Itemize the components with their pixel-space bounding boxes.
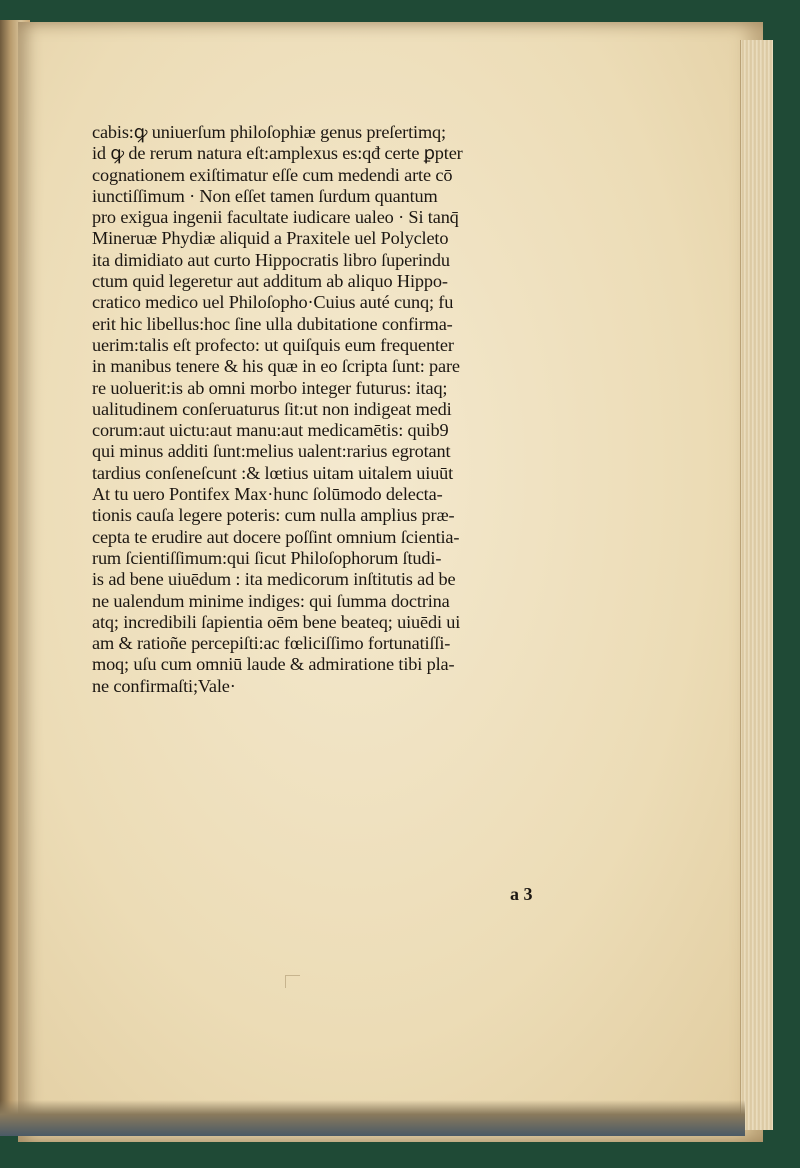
text-line: cratico medico uel Philoſopho·Cuius auté cunq; fu bbox=[92, 292, 454, 313]
text-line: in manibus tenere & his quæ in eo ſcripta ſunt: pare bbox=[92, 356, 460, 377]
text-line: erit hic libellus:hoc ſine ulla dubitatione confirma- bbox=[92, 313, 453, 334]
text-line: tionis cauſa legere poteris: cum nulla amplius præ- bbox=[92, 505, 455, 526]
text-line: atq; incredibili ſapientia oēm bene beateq; uiuēdi ui bbox=[92, 611, 461, 632]
incunabula-text-block bbox=[92, 122, 592, 697]
text-line: ualitudinem conſeruaturus ſit:ut non indigeat medi bbox=[92, 398, 452, 419]
text-line: corum:aut uictu:aut manu:aut medicamētis: quib9 bbox=[92, 420, 449, 441]
text-line: rum ſcientiſſimum:qui ſicut Philoſophorum ſtudi- bbox=[92, 547, 442, 568]
text-line: tardius conſeneſcunt :& lœtius uitam uitalem uiuūt bbox=[92, 462, 454, 483]
text-line: is ad bene uiuēdum : ita medicorum inſtitutis ad be bbox=[92, 569, 456, 590]
text-line: pro exigua ingenii facultate iudicare ualeo · Si tanq̄ bbox=[92, 207, 459, 228]
text-line: cognationem exiſtimatur eſſe cum medendi arte cō bbox=[92, 164, 453, 185]
text-line: qui minus additi ſunt:melius ualent:rarius egrotant bbox=[92, 441, 451, 462]
text-line: ita dimidiato aut curto Hippocratis libro ſuperindu bbox=[92, 249, 450, 270]
text-line: id ꝙ de rerum natura eſt:amplexus es:qđ certe ꝑpter bbox=[92, 143, 463, 164]
text-line: ne confirmaſti;Vale· bbox=[92, 675, 236, 696]
page-bottom-shadow bbox=[0, 1100, 745, 1136]
text-line: am & ratioñe percepiſti:ac fœliciſſimo fortunatiſſi- bbox=[92, 633, 451, 654]
paper-crease bbox=[285, 975, 300, 988]
text-line: re uoluerit:is ab omni morbo integer futurus: itaq; bbox=[92, 377, 448, 398]
page-fore-edge bbox=[740, 40, 773, 1130]
text-line: moq; uſu cum omniū laude & admiratione tibi pla- bbox=[92, 654, 455, 675]
text-line: ctum quid legeretur aut additum ab aliquo Hippo- bbox=[92, 271, 448, 292]
text-line: At tu uero Pontifex Max·hunc ſolūmodo delecta- bbox=[92, 484, 443, 505]
text-line: iunctiſſimum · Non eſſet tamen ſurdum quantum bbox=[92, 185, 438, 206]
signature-mark: a 3 bbox=[510, 884, 533, 904]
text-line: ne ualendum minime indiges: qui ſumma doctrina bbox=[92, 590, 450, 611]
text-line: cepta te erudire aut docere poſſint omnium ſcientia- bbox=[92, 526, 460, 547]
text-line: cabis:ꝙ uniuerſum philoſophiæ genus preſertimq; bbox=[92, 122, 446, 142]
text-line: Mineruæ Phydiæ aliquid a Praxitele uel Polycleto bbox=[92, 228, 449, 249]
text-line: uerim:talis eſt profecto: ut quiſquis eum frequenter bbox=[92, 334, 454, 355]
